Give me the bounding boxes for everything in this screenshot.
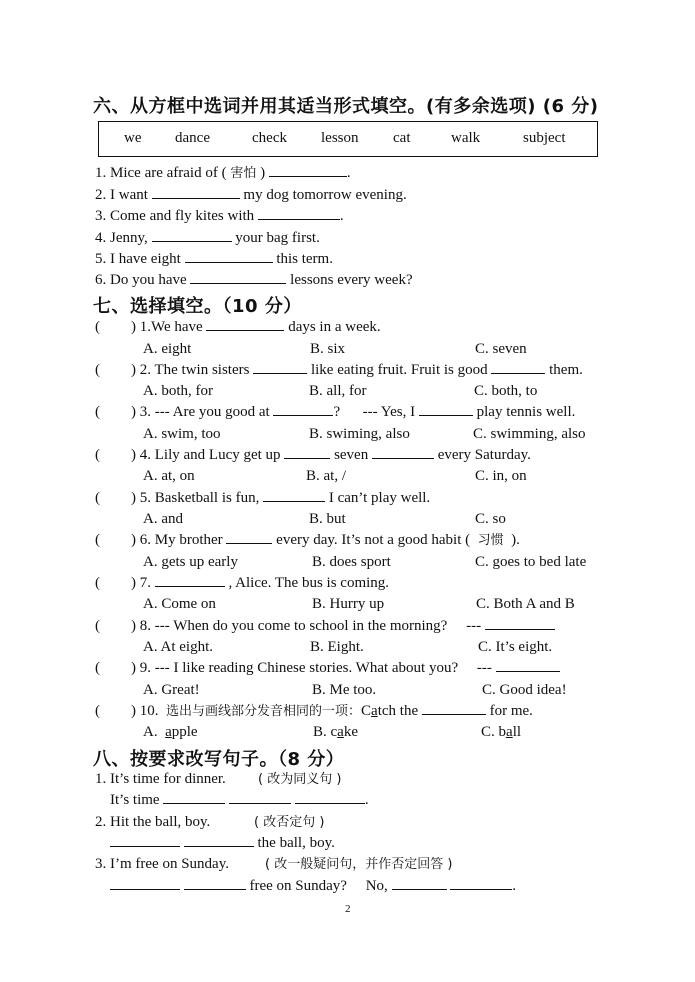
answer-blank[interactable] — [229, 791, 291, 804]
s8-question-3: 3. I’m free on Sunday. — [95, 856, 229, 872]
s6-item-4 — [95, 229, 320, 247]
question-text: 1.We have — [139, 319, 207, 335]
answer-paren-close: ) — [131, 319, 136, 335]
item-text: lessons every week? — [286, 272, 413, 288]
option-b[interactable]: B. but — [309, 511, 346, 527]
answer-paren-close: ) — [131, 703, 136, 719]
answer-blank[interactable] — [152, 229, 232, 242]
option-a[interactable]: A. and — [143, 511, 183, 527]
answer-blank — [485, 617, 555, 630]
word-box-item: we — [124, 130, 142, 146]
option-a[interactable]: A. eight — [143, 341, 192, 357]
answer-paren-close: ) — [131, 532, 136, 548]
answer-paren-close: ) — [131, 447, 136, 463]
answer-blank — [419, 403, 473, 416]
option-a[interactable]: A. Great! — [143, 682, 200, 698]
answer-blank[interactable] — [269, 164, 347, 177]
s6-item-1 — [95, 164, 351, 183]
option-b[interactable]: B. at, / — [306, 468, 346, 484]
option-c[interactable]: C. both, to — [474, 383, 538, 399]
s8-question-1: 1. It’s time for dinner. — [95, 771, 226, 787]
answer-paren-close: ) — [131, 575, 136, 591]
item-text: this term. — [272, 251, 333, 267]
answer-paren-close: ) — [131, 490, 136, 506]
question-text: 10. — [139, 703, 166, 719]
answer-paren-open: ( — [95, 532, 100, 548]
chinese-instruction: 选出与画线部分发音相同的一项： — [166, 704, 362, 719]
answer-slot[interactable] — [103, 446, 131, 464]
s6-item-5 — [95, 250, 333, 268]
section-7-title: 七、选择填空。（10 分） — [93, 296, 302, 317]
answer-paren-close: ) — [131, 404, 136, 420]
option-b[interactable] — [313, 723, 358, 741]
question-text: C — [361, 703, 372, 719]
question-text: 8. --- When do you come to school in the morning? --- — [139, 618, 485, 634]
answer-blank[interactable] — [190, 271, 286, 284]
s7-question-8 — [131, 617, 555, 635]
answer-blank[interactable] — [110, 834, 180, 847]
word-box-item: walk — [451, 130, 481, 146]
answer-paren-open: ( — [95, 447, 100, 463]
s8-instruction-1: ( 改为同义句 ) — [258, 772, 342, 787]
item-text: . — [346, 165, 351, 181]
option-a[interactable]: A. gets up early — [143, 554, 238, 570]
question-text: ? --- Yes, I — [333, 404, 419, 420]
s7-question-5 — [131, 489, 430, 507]
item-text: 6. Do you have — [95, 272, 191, 288]
answer-blank — [422, 702, 486, 715]
question-text: every Saturday. — [433, 447, 531, 463]
option-b[interactable]: B. does sport — [312, 554, 391, 570]
option-text: ke — [343, 724, 359, 740]
option-text: C. b — [481, 724, 507, 740]
answer-paren-close: ) — [131, 660, 136, 676]
answer-blank[interactable] — [163, 791, 225, 804]
answer-blank[interactable] — [152, 186, 240, 199]
answer-slot[interactable] — [103, 617, 131, 635]
option-c[interactable]: C. seven — [475, 341, 527, 357]
option-c[interactable]: C. It’s eight. — [478, 639, 553, 655]
answer-blank — [491, 361, 545, 374]
section-8-title: 八、按要求改写句子。（8 分） — [93, 749, 345, 770]
s7-question-2 — [131, 361, 583, 379]
answer-paren-close: ) — [131, 362, 136, 378]
s8-answer-line-1 — [110, 791, 369, 809]
answer-paren-open: ( — [95, 575, 100, 591]
answer-paren-open: ( — [95, 490, 100, 506]
option-b[interactable]: B. six — [310, 341, 346, 357]
s7-question-3 — [131, 403, 575, 421]
answer-paren-open: ( — [95, 660, 100, 676]
item-text: . — [339, 208, 344, 224]
s8-instruction-2: ( 改否定句 ) — [254, 815, 325, 830]
option-b[interactable]: B. Me too. — [312, 682, 377, 698]
answer-blank — [284, 446, 330, 459]
option-a[interactable]: A. both, for — [143, 383, 213, 399]
word-box-item: dance — [175, 130, 210, 146]
answer-slot[interactable] — [103, 361, 131, 379]
item-text: your bag first. — [231, 230, 320, 246]
s6-item-6 — [95, 271, 413, 289]
answer-text: It’s time — [110, 792, 164, 808]
question-text: play tennis well. — [472, 404, 576, 420]
option-text: A. — [143, 724, 166, 740]
answer-blank — [226, 531, 272, 544]
question-text: like eating fruit. Fruit is good — [307, 362, 492, 378]
section-6-title: 六、从方框中选词并用其适当形式填空。(有多余选项) (6 分) — [93, 96, 599, 117]
answer-slot[interactable] — [103, 318, 131, 336]
answer-blank[interactable] — [184, 877, 246, 890]
chinese-hint: 害怕 — [230, 166, 257, 181]
s7-question-6 — [131, 531, 520, 550]
option-a[interactable] — [143, 723, 198, 741]
answer-slot[interactable] — [103, 659, 131, 677]
answer-blank — [206, 318, 284, 331]
option-c[interactable]: C. Good idea! — [482, 682, 567, 698]
s7-question-4 — [131, 446, 531, 464]
answer-blank — [496, 659, 560, 672]
answer-paren-open: ( — [95, 618, 100, 634]
option-c[interactable] — [481, 723, 521, 741]
question-text: them. — [545, 362, 583, 378]
item-text: ) — [256, 165, 269, 181]
question-text: ). — [503, 532, 520, 548]
item-text: my dog tomorrow evening. — [239, 187, 407, 203]
question-text: 6. My brother — [139, 532, 227, 548]
answer-slot[interactable] — [103, 489, 131, 507]
question-text: 5. Basketball is fun, — [139, 490, 264, 506]
s7-question-9 — [131, 659, 560, 677]
question-text: 3. --- Are you good at — [139, 404, 274, 420]
question-text: 9. --- I like reading Chinese stories. What about you? --- — [139, 660, 496, 676]
answer-blank — [372, 446, 434, 459]
underlined-letter: a — [337, 724, 344, 740]
answer-text: . — [512, 878, 517, 894]
answer-slot[interactable] — [103, 574, 131, 592]
answer-blank[interactable] — [110, 877, 180, 890]
chinese-hint: 习惯 — [477, 533, 504, 548]
option-text: pple — [171, 724, 198, 740]
answer-paren-open: ( — [95, 319, 100, 335]
item-text: 2. I want — [95, 187, 152, 203]
option-b[interactable]: B. swiming, also — [309, 426, 410, 442]
option-a[interactable]: A. Come on — [143, 596, 216, 612]
answer-blank[interactable] — [450, 877, 512, 890]
question-text: 2. The twin sisters — [139, 362, 254, 378]
answer-blank — [263, 489, 325, 502]
answer-paren-open: ( — [95, 404, 100, 420]
option-text: ll — [512, 724, 522, 740]
word-box-item: cat — [393, 130, 411, 146]
answer-blank[interactable] — [184, 834, 254, 847]
option-b[interactable]: B. Eight. — [310, 639, 364, 655]
s6-item-2 — [95, 186, 407, 204]
s8-answer-line-3 — [110, 877, 516, 895]
question-text: for me. — [485, 703, 533, 719]
option-a[interactable]: A. at, on — [143, 468, 195, 484]
item-text: 1. Mice are afraid of ( — [95, 165, 231, 181]
answer-paren-open: ( — [95, 703, 100, 719]
option-b[interactable]: B. Hurry up — [312, 596, 385, 612]
question-text: every day. It’s not a good habit ( — [272, 532, 478, 548]
answer-slot[interactable] — [103, 403, 131, 421]
question-text: 4. Lily and Lucy get up — [139, 447, 285, 463]
word-box-item: check — [252, 130, 287, 146]
question-text: , Alice. The bus is coming. — [224, 575, 390, 591]
item-text: 5. I have eight — [95, 251, 185, 267]
option-c[interactable]: C. goes to bed late — [475, 554, 587, 570]
s8-answer-line-2 — [110, 834, 335, 852]
option-c[interactable]: C. swimming, also — [473, 426, 586, 442]
option-a[interactable]: A. swim, too — [143, 426, 221, 442]
item-text: 3. Come and fly kites with — [95, 208, 258, 224]
answer-blank — [155, 574, 225, 587]
answer-blank[interactable] — [185, 250, 273, 263]
s7-question-7 — [131, 574, 389, 592]
option-c[interactable]: C. Both A and B — [476, 596, 575, 612]
option-c[interactable]: C. so — [475, 511, 506, 527]
answer-blank[interactable] — [295, 791, 365, 804]
answer-text: . — [364, 792, 369, 808]
question-text: seven — [330, 447, 372, 463]
answer-text: the ball, boy. — [253, 835, 335, 851]
question-text: 7. — [139, 575, 155, 591]
question-text: I can’t play well. — [325, 490, 431, 506]
answer-blank — [273, 403, 333, 416]
s6-item-3 — [95, 207, 344, 225]
answer-slot[interactable] — [103, 531, 131, 549]
s8-question-2: 2. Hit the ball, boy. — [95, 814, 211, 830]
underlined-letter: a — [371, 703, 378, 719]
s8-instruction-3: ( 改一般疑问句，并作否定回答 ) — [265, 857, 453, 872]
answer-paren-close: ) — [131, 618, 136, 634]
question-text: days in a week. — [288, 319, 381, 335]
underlined-letter: a — [165, 724, 172, 740]
word-box-item: subject — [523, 130, 566, 146]
s7-question-10 — [131, 702, 533, 721]
answer-text: free on Sunday? No, — [245, 878, 392, 894]
item-text: 4. Jenny, — [95, 230, 152, 246]
question-text: tch the — [377, 703, 422, 719]
answer-blank — [253, 361, 307, 374]
underlined-letter: a — [506, 724, 513, 740]
option-c[interactable]: C. in, on — [475, 468, 527, 484]
answer-paren-open: ( — [95, 362, 100, 378]
option-b[interactable]: B. all, for — [309, 383, 367, 399]
word-box-item: lesson — [321, 130, 359, 146]
page-number: 2 — [345, 903, 351, 915]
s7-question-1 — [131, 318, 381, 336]
option-a[interactable]: A. At eight. — [143, 639, 213, 655]
answer-blank[interactable] — [392, 877, 447, 890]
option-text: B. c — [313, 724, 338, 740]
answer-slot[interactable] — [103, 702, 131, 720]
answer-blank[interactable] — [258, 207, 340, 220]
